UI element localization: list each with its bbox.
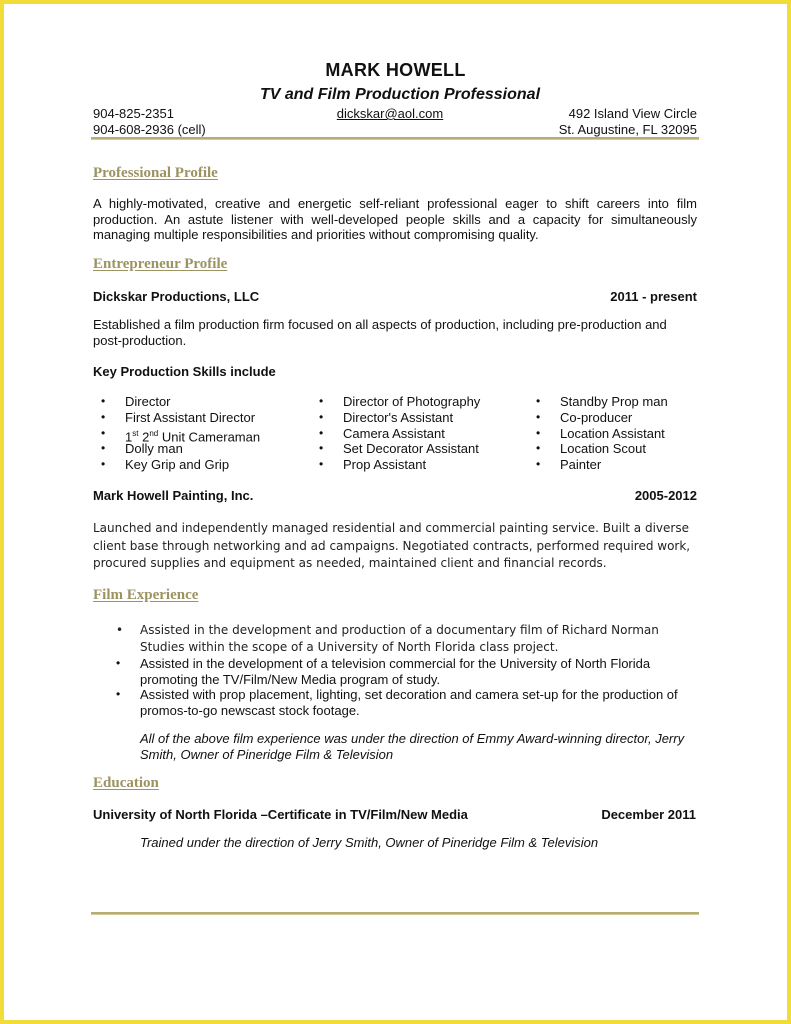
contact-address xyxy=(480,106,697,138)
list-item: • Set Decorator Assistant xyxy=(311,441,526,457)
film-experience-list xyxy=(116,622,696,718)
list-item: • Key Grip and Grip xyxy=(93,457,308,473)
section-title-film: Film Experience xyxy=(93,587,199,603)
list-item: • Director xyxy=(93,394,308,410)
list-item: • First Assistant Director xyxy=(93,410,308,426)
education-note: Trained under the direction of Jerry Smith, Owner of Pineridge Film & Television xyxy=(140,835,599,850)
list-item: • Prop Assistant xyxy=(311,457,526,473)
profile-text: A highly-motivated, creative and energetic self-reliant professional eager to shift careers into film production. An astute listener with well-developed people skills and a capacity for simultaneously managing multiple responsibilities and priorities without compromising quality. xyxy=(93,196,697,242)
list-item: • Standby Prop man xyxy=(528,394,698,410)
company-name-2: Mark Howell Painting, Inc. xyxy=(93,488,254,503)
film-note: All of the above film experience was under the direction of Emmy Award-winning director, Jerry Smith, Owner of Pineridge Film & Television xyxy=(140,731,685,762)
company-name-1: Dickskar Productions, LLC xyxy=(93,289,260,304)
phone-primary: 904-825-2351 xyxy=(93,106,174,121)
list-item: • 1st 2nd Unit Cameraman xyxy=(93,426,308,442)
company-desc-1: Established a film production firm focused on all aspects of production, including pre-production and post-production. xyxy=(93,317,667,348)
company-dates-2: 2005-2012 xyxy=(634,488,697,503)
company-desc-2: Launched and independently managed residential and commercial painting service. Built a diverse client base through networking and ad campaigns. Negotiated contracts, performed required work, procured supplies and equipment as needed, maintained client and financial records. xyxy=(93,521,691,570)
list-item: • Director's Assistant xyxy=(311,410,526,426)
footer-divider xyxy=(91,912,699,915)
section-title-profile: Professional Profile xyxy=(93,165,218,181)
list-item: • Assisted in the development of a television commercial for the University of North Florida promoting the TV/Film/New Media program of study. xyxy=(116,656,696,687)
list-item: • Co-producer xyxy=(528,410,698,426)
skills-heading: Key Production Skills include xyxy=(93,364,276,379)
header-divider xyxy=(91,137,699,140)
list-item: • Director of Photography xyxy=(311,394,526,410)
list-item: • Painter xyxy=(528,457,698,473)
contact-phones xyxy=(93,106,206,138)
list-item: • Assisted in the development and production of a documentary film of Richard Norman Studies within the scope of a University of North Florida class project. xyxy=(116,622,696,656)
list-item: • Dolly man xyxy=(93,441,308,457)
skills-column-1 xyxy=(93,394,308,473)
list-item: • Location Assistant xyxy=(528,426,698,442)
education-school: University of North Florida –Certificate in TV/Film/New Media xyxy=(93,807,468,822)
list-item: • Camera Assistant xyxy=(311,426,526,442)
resume-tagline: TV and Film Production Professional xyxy=(259,86,541,103)
skills-column-3 xyxy=(528,394,698,473)
resume-name: MARK HOWELL xyxy=(325,60,466,80)
education-date: December 2011 xyxy=(601,807,696,822)
skills-column-2 xyxy=(311,394,526,473)
phone-cell: 904-608-2936 (cell) xyxy=(93,122,206,137)
list-item: • Assisted with prop placement, lighting, set decoration and camera set-up for the production of promos-to-go newscast stock footage. xyxy=(116,687,696,718)
address-line-2: St. Augustine, FL 32095 xyxy=(558,122,697,137)
company-dates-1: 2011 - present xyxy=(610,289,697,304)
email-link[interactable]: dickskar@aol.com xyxy=(336,106,444,121)
section-title-education: Education xyxy=(93,775,159,791)
list-item: • Location Scout xyxy=(528,441,698,457)
address-line-1: 492 Island View Circle xyxy=(568,106,697,121)
section-title-entrepreneur: Entrepreneur Profile xyxy=(93,256,228,272)
